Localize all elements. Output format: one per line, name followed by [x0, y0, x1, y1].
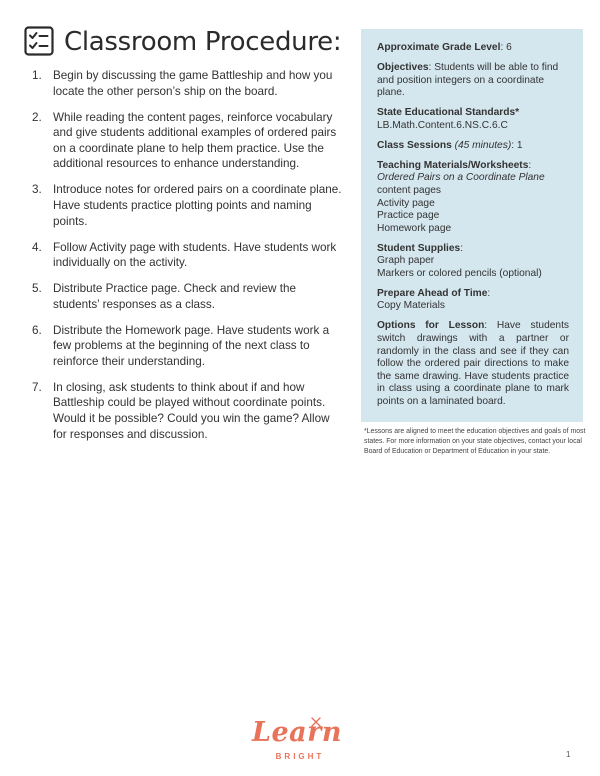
worksheet-title: Ordered Pairs on a Coordinate Plane [377, 172, 545, 184]
class-sessions-duration: (45 minutes) [454, 139, 512, 151]
material-item: content pages [377, 184, 442, 196]
list-item [32, 380, 344, 442]
student-supplies [377, 243, 569, 281]
list-item [32, 240, 344, 271]
objectives-value: : Students will be able to find and position integers on a coordinate plane. [377, 61, 559, 99]
teaching-materials [377, 160, 569, 236]
supply-item: Graph paper [377, 255, 435, 267]
prepare-ahead-value: Copy Materials [377, 300, 445, 312]
lesson-options [377, 320, 569, 408]
page-header [20, 22, 340, 62]
prepare-ahead-label: Prepare Ahead of Time [377, 287, 488, 299]
step-text: In closing, ask students to think about if and how Battleship could be played without coordinate points. Would it be possible? Could you win the game? Allow for responses and discussion. [53, 380, 330, 441]
prepare-ahead-colon: : [487, 287, 491, 299]
step-text: Begin by discussing the game Battleship and how you locate the other person’s ship on the board. [53, 69, 333, 98]
standards [377, 107, 569, 132]
step-number: 4. [32, 240, 42, 254]
teaching-materials-colon: : [528, 159, 532, 171]
prepare-ahead [377, 288, 569, 313]
page-number: 1 [566, 750, 571, 759]
grade-level-value: : 6 [500, 42, 512, 53]
step-number: 5. [32, 282, 42, 296]
student-supplies-label: Student Supplies [377, 242, 461, 254]
list-item [32, 68, 344, 99]
step-text: While reading the content pages, reinforce vocabulary and give students additional examples of ordered pairs on a coordinate plane to help them practice. Use the additional resources to enhance understanding. [53, 110, 337, 171]
logo-subtitle: BRIGHT [275, 752, 325, 761]
lesson-options-label: Options for Lesson [377, 320, 485, 332]
supply-item: Markers or colored pencils (optional) [377, 267, 542, 279]
logo-wordmark: Learn [252, 717, 343, 748]
lesson-options-value: : Have students switch drawings with a partner or randomly in the class and see if they can follow the ordered pair directions to make the same drawing. Have students practice in class using a coordinate plane to mark points on a laminated board. [377, 320, 569, 407]
grade-level-label: Approximate Grade Level [377, 42, 501, 53]
grade-level [377, 42, 569, 55]
step-number: 2. [32, 110, 42, 124]
step-text: Introduce notes for ordered pairs on a coordinate plane. Have students practice plotting points and naming points. [53, 183, 342, 228]
step-number: 7. [32, 380, 42, 394]
step-text: Follow Activity page with students. Have students work individually on the activity. [53, 240, 337, 270]
objectives [377, 62, 569, 100]
material-item: Homework page [377, 222, 452, 234]
list-item [32, 182, 344, 229]
teaching-materials-label: Teaching Materials/Worksheets [377, 159, 529, 171]
page-title: Classroom Procedure: [64, 27, 342, 57]
material-item: Activity page [377, 197, 435, 209]
step-number: 3. [32, 183, 42, 197]
objectives-label: Objectives [377, 61, 429, 73]
class-sessions-label: Class Sessions [377, 139, 452, 151]
checklist-icon [24, 26, 54, 56]
material-item: Practice page [377, 210, 440, 222]
step-number: 6. [32, 323, 42, 337]
lesson-info-sidebar [361, 29, 583, 422]
standards-footnote: *Lessons are aligned to meet the education objectives and goals of most states. For more information on your state objectives, contact your local Board of Education or Department of Education in your state. [364, 428, 586, 455]
step-text: Distribute the Homework page. Have students work a few problems at the beginning of the next class to reinforce their understanding. [53, 323, 330, 368]
list-item [32, 110, 344, 172]
standards-label: State Educational Standards* [377, 107, 520, 119]
list-item [32, 323, 344, 370]
class-sessions-value: : 1 [511, 139, 523, 151]
learn-bright-logo [244, 716, 356, 766]
list-item [32, 281, 344, 312]
standards-value: LB.Math.Content.6.NS.C.6.C [377, 119, 508, 131]
step-text: Distribute Practice page. Check and review the students’ responses as a class. [53, 282, 296, 311]
class-sessions [377, 140, 569, 153]
step-number: 1. [32, 69, 42, 82]
student-supplies-colon: : [460, 242, 464, 254]
procedure-list [32, 68, 344, 453]
